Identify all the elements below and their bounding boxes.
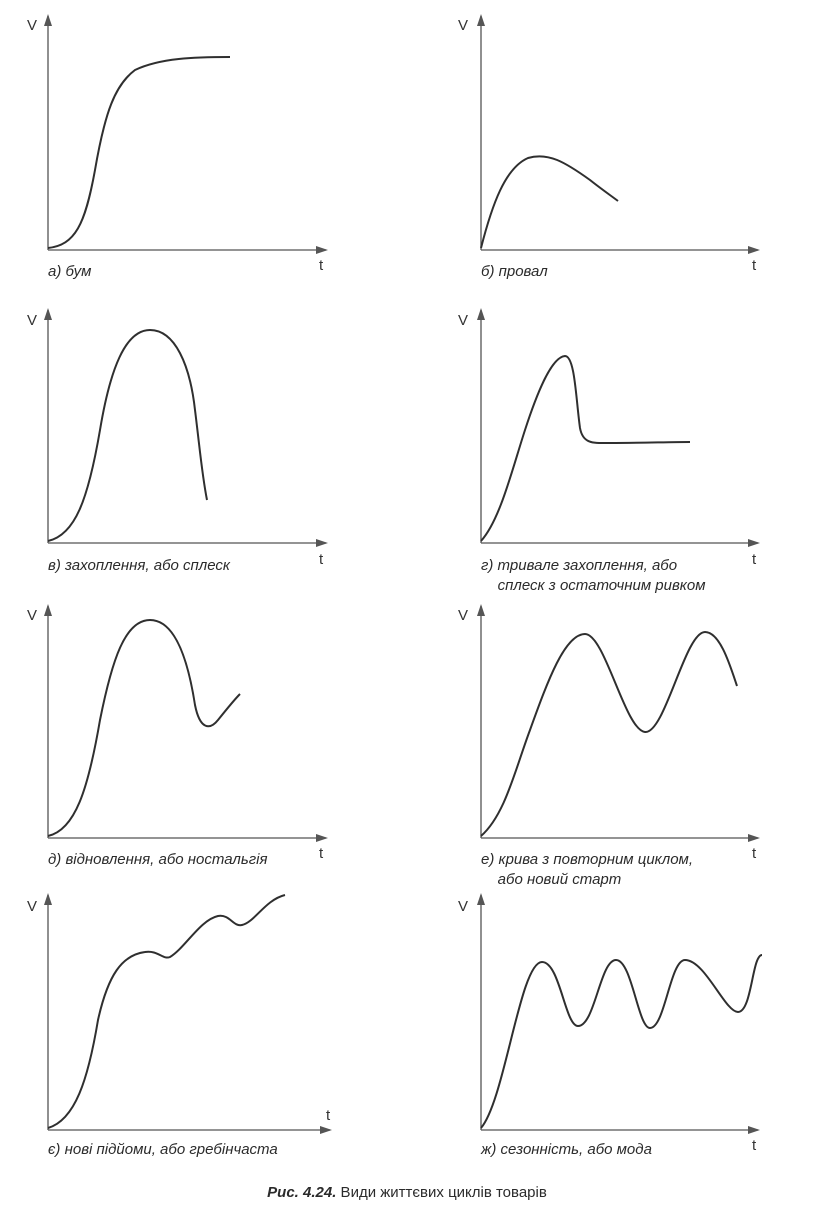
x-axis-label: t — [752, 551, 757, 568]
x-axis-label: t — [326, 1107, 331, 1124]
y-axis-label: V — [458, 607, 469, 624]
panel-caption: д) відновлення, або ностальгія — [48, 851, 268, 868]
panel-caption: а) бум — [48, 263, 92, 280]
x-axis-label: t — [752, 845, 757, 862]
y-axis-label: V — [27, 312, 38, 329]
panel-caption: в) захоплення, або сплеск — [48, 557, 230, 574]
panel-caption: є) нові підйоми, або гребінчаста — [48, 1141, 278, 1158]
y-axis-arrow-icon — [477, 893, 485, 905]
y-axis-label: V — [458, 17, 469, 34]
x-axis-label: t — [319, 845, 324, 862]
x-axis-label: t — [752, 1137, 757, 1154]
y-axis-label: V — [27, 898, 38, 915]
panel-caption: ж) сезонність, або мода — [481, 1141, 652, 1158]
y-axis-label: V — [27, 17, 38, 34]
y-axis-label: V — [458, 898, 469, 915]
figure-title: Види життєвих циклів товарів — [336, 1184, 547, 1201]
panel-caption: е) крива з повторним циклом, або новий старт — [481, 851, 693, 888]
curve-seasonal — [481, 955, 762, 1128]
x-axis-label: t — [319, 551, 324, 568]
figure-caption — [0, 1184, 814, 1201]
panel-caption: б) провал — [481, 263, 548, 280]
figure-number: Рис. 4.24. — [267, 1184, 337, 1201]
y-axis-label: V — [458, 312, 469, 329]
x-axis-arrow-icon — [748, 1126, 760, 1134]
y-axis-label: V — [27, 607, 38, 624]
x-axis-label: t — [319, 257, 324, 274]
panel-caption: г) тривале захоплення, або сплеск з остаточним ривком — [481, 557, 706, 594]
x-axis-label: t — [752, 257, 757, 274]
